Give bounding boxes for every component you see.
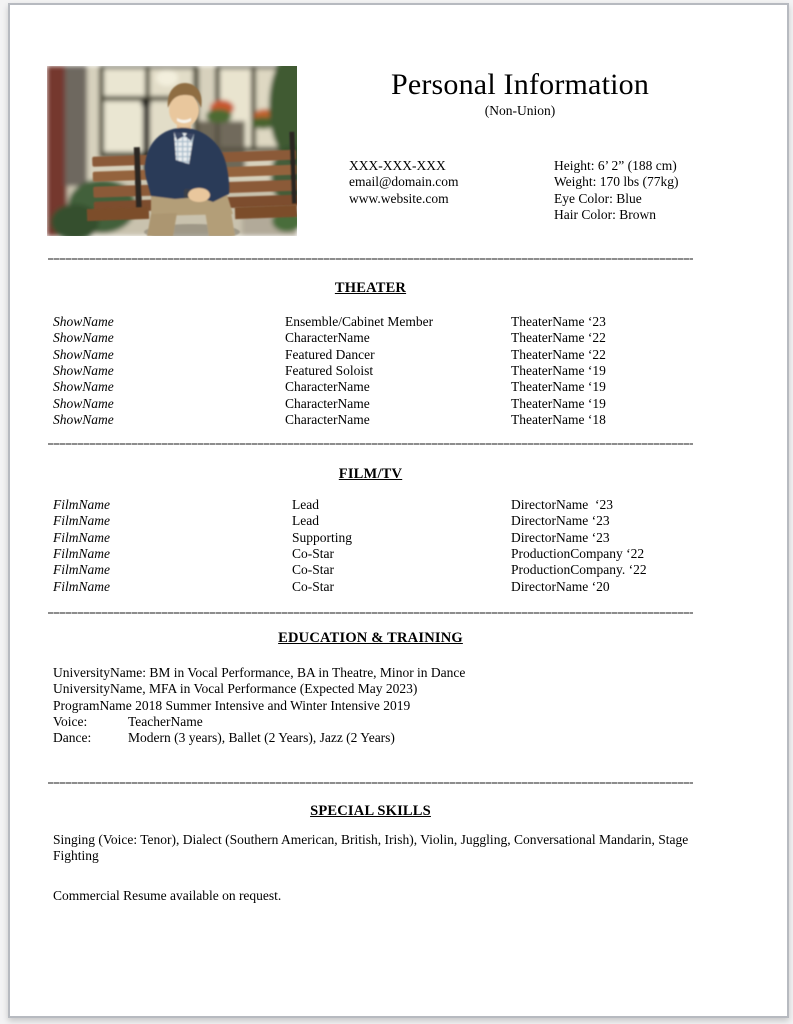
headshot-photo-illustration bbox=[47, 66, 297, 236]
theater-section-heading: THEATER bbox=[334, 280, 407, 296]
role: Lead bbox=[292, 513, 319, 529]
section-divider bbox=[48, 612, 693, 614]
role: Featured Soloist bbox=[285, 363, 374, 379]
education-section-heading: EDUCATION & TRAINING bbox=[278, 630, 463, 646]
theater-credits-table bbox=[53, 314, 713, 428]
document-page bbox=[8, 3, 789, 1018]
skills-section-heading: SPECIAL SKILLS bbox=[310, 803, 431, 819]
theater-credit: TheaterName ‘18 bbox=[511, 412, 606, 428]
film-credit: ProductionCompany ‘22 bbox=[511, 546, 645, 562]
role: Co-Star bbox=[292, 578, 334, 594]
film-credit: ProductionCompany. ‘22 bbox=[511, 562, 647, 578]
theater-credit: TheaterName ‘19 bbox=[511, 395, 606, 411]
website-url: www.website.com bbox=[349, 190, 449, 206]
headshot-photo bbox=[47, 66, 297, 236]
film-row bbox=[53, 530, 713, 546]
film-row bbox=[53, 546, 713, 562]
theater-credit: TheaterName ‘19 bbox=[511, 379, 606, 395]
stats-block bbox=[554, 158, 679, 223]
film-name: FilmName bbox=[53, 578, 110, 594]
training-pair bbox=[53, 730, 713, 746]
theater-row bbox=[53, 396, 713, 412]
education-block bbox=[53, 665, 713, 747]
role: CharacterName bbox=[285, 330, 370, 346]
section-divider bbox=[48, 782, 693, 784]
phone-number: XXX-XXX-XXX bbox=[349, 158, 446, 173]
film-name: FilmName bbox=[53, 513, 110, 529]
film-credit: DirectorName ‘23 bbox=[511, 497, 613, 512]
section-divider bbox=[48, 443, 693, 445]
role: Ensemble/Cabinet Member bbox=[285, 314, 434, 329]
training-label: Dance: bbox=[53, 730, 92, 746]
theater-credit: TheaterName ‘23 bbox=[511, 314, 606, 329]
film-name: FilmName bbox=[53, 562, 110, 578]
film-credit: DirectorName ‘23 bbox=[511, 513, 610, 529]
role: CharacterName bbox=[285, 412, 370, 428]
film-row bbox=[53, 579, 713, 595]
theater-row bbox=[53, 379, 713, 395]
film-name: FilmName bbox=[53, 546, 110, 562]
film-row bbox=[53, 562, 713, 578]
theater-credit: TheaterName ‘19 bbox=[511, 363, 606, 379]
role: Featured Dancer bbox=[285, 346, 375, 362]
stat-height: Height: 6’ 2” (188 cm) bbox=[554, 158, 677, 173]
training-value: TeacherName bbox=[128, 714, 203, 730]
film-name: FilmName bbox=[53, 529, 110, 545]
stat-eye-color: Eye Color: Blue bbox=[554, 190, 642, 206]
film-credit: DirectorName ‘23 bbox=[511, 529, 610, 545]
show-name: ShowName bbox=[53, 330, 114, 346]
theater-row bbox=[53, 363, 713, 379]
role: CharacterName bbox=[285, 379, 370, 395]
show-name: ShowName bbox=[53, 395, 114, 411]
page-title: Personal Information bbox=[390, 68, 650, 101]
show-name: ShowName bbox=[53, 314, 114, 329]
film-row bbox=[53, 513, 713, 529]
email-address: email@domain.com bbox=[349, 174, 459, 190]
show-name: ShowName bbox=[53, 379, 114, 395]
education-line: ProgramName 2018 Summer Intensive and Winter Intensive 2019 bbox=[53, 697, 411, 713]
film-row bbox=[53, 497, 713, 513]
film-name: FilmName bbox=[53, 497, 110, 512]
show-name: ShowName bbox=[53, 346, 114, 362]
role: CharacterName bbox=[285, 395, 370, 411]
training-label: Voice: bbox=[53, 714, 88, 730]
theater-row bbox=[53, 412, 713, 428]
theater-credit: TheaterName ‘22 bbox=[511, 330, 606, 346]
theater-row bbox=[53, 347, 713, 363]
commercial-resume-note: Commercial Resume available on request. bbox=[53, 888, 282, 903]
role: Co-Star bbox=[292, 546, 334, 562]
role: Supporting bbox=[292, 529, 353, 545]
role: Lead bbox=[292, 497, 319, 512]
union-status: (Non-Union) bbox=[484, 103, 556, 118]
show-name: ShowName bbox=[53, 363, 114, 379]
education-line: UniversityName: BM in Vocal Performance, BA in Theatre, Minor in Dance bbox=[53, 665, 466, 680]
film-credit: DirectorName ‘20 bbox=[511, 578, 610, 594]
theater-row bbox=[53, 330, 713, 346]
skills-text: Singing (Voice: Tenor), Dialect (Southern American, British, Irish), Violin, Juggling, Conversational Mandarin, Stage Fighting bbox=[53, 832, 689, 864]
training-pair bbox=[53, 714, 713, 730]
training-value: Modern (3 years), Ballet (2 Years), Jazz (2 Years) bbox=[128, 730, 395, 746]
contact-block bbox=[349, 158, 459, 207]
section-divider bbox=[48, 258, 693, 260]
theater-row bbox=[53, 314, 713, 330]
stat-hair-color: Hair Color: Brown bbox=[554, 206, 656, 222]
stat-weight: Weight: 170 lbs (77kg) bbox=[554, 174, 679, 190]
show-name: ShowName bbox=[53, 412, 114, 428]
role: Co-Star bbox=[292, 562, 334, 578]
education-line: UniversityName, MFA in Vocal Performance (Expected May 2023) bbox=[53, 681, 418, 697]
film-credits-table bbox=[53, 497, 713, 595]
theater-credit: TheaterName ‘22 bbox=[511, 346, 606, 362]
film-section-heading: FILM/TV bbox=[338, 466, 403, 482]
